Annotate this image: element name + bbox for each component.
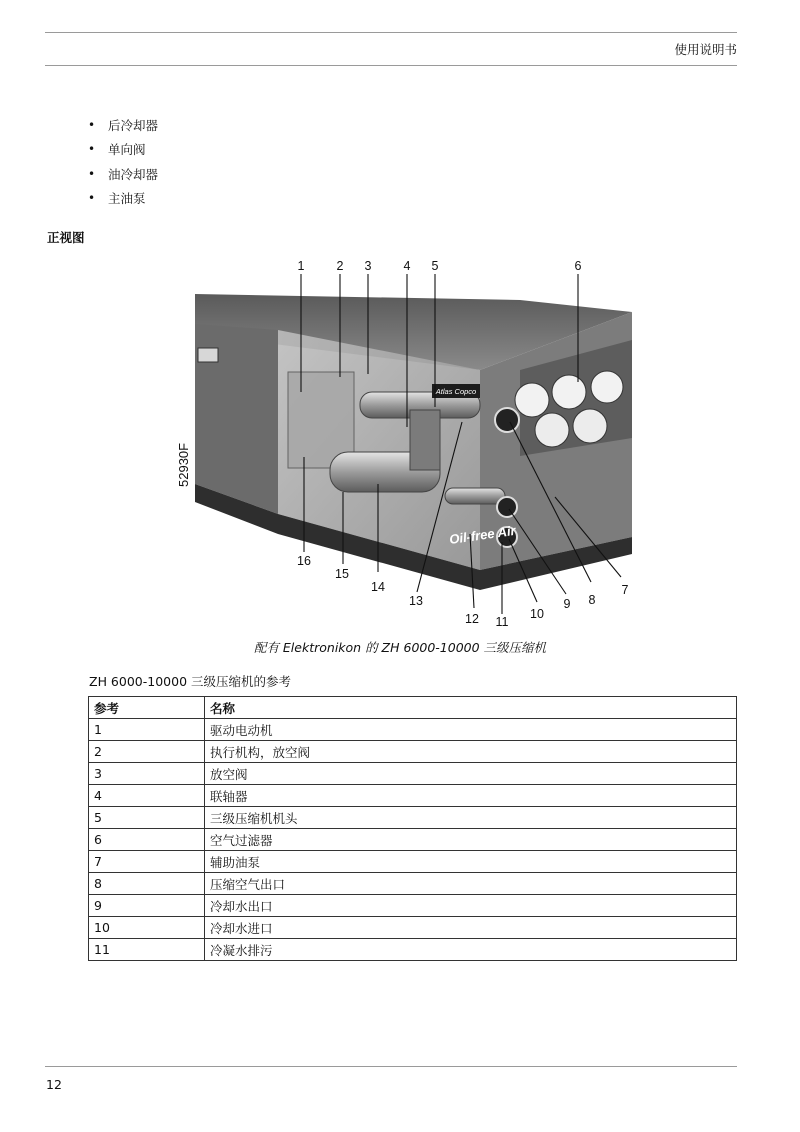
name-cell: 联轴器: [205, 785, 737, 807]
ref-cell: 5: [89, 807, 205, 829]
compressor-figure: [170, 252, 650, 632]
ref-cell: 3: [89, 763, 205, 785]
table-title: ZH 6000-10000 三级压缩机的参考: [89, 674, 291, 689]
callout-4: 4: [403, 259, 411, 273]
name-cell: 执行机构，放空阀: [205, 741, 737, 763]
callout-16: 16: [297, 554, 311, 568]
list-item: • 单向阀: [88, 142, 146, 158]
table-row: [89, 939, 737, 961]
name-cell: 压缩空气出口: [205, 873, 737, 895]
table-row: [89, 719, 737, 741]
header-title: 使用说明书: [674, 42, 737, 57]
bullet-text: 单向阀: [108, 142, 146, 158]
ref-cell: 4: [89, 785, 205, 807]
callout-3: 3: [364, 259, 372, 273]
callout-10: 10: [530, 607, 544, 621]
brand-logo-text: Atlas Copco: [435, 387, 477, 396]
list-item: • 油冷却器: [88, 166, 159, 182]
callout-1: 1: [297, 259, 305, 273]
column-header-ref: 参考: [89, 697, 205, 719]
page-number: 12: [46, 1077, 62, 1092]
oil-free-text: Oil-free Air: [448, 522, 517, 547]
bullet-text: 后冷却器: [108, 118, 159, 134]
callout-9: 9: [563, 597, 571, 611]
table-row: [89, 807, 737, 829]
ref-cell: 6: [89, 829, 205, 851]
header-top-rule: [45, 32, 737, 33]
name-cell: 冷却水出口: [205, 895, 737, 917]
callout-8: 8: [588, 593, 596, 607]
list-item: • 后冷却器: [88, 118, 159, 134]
table-row: [89, 851, 737, 873]
ref-cell: 1: [89, 719, 205, 741]
name-cell: 辅助油泵: [205, 851, 737, 873]
bullet-text: 主油泵: [108, 191, 146, 207]
table-header-row: [89, 697, 737, 719]
table-row: [89, 829, 737, 851]
name-cell: 空气过滤器: [205, 829, 737, 851]
callout-7: 7: [621, 583, 629, 597]
bullet-list: [88, 113, 158, 210]
table-row: [89, 763, 737, 785]
header-bottom-rule: [45, 65, 737, 66]
table-row: [89, 895, 737, 917]
footer-rule: [45, 1066, 737, 1067]
name-cell: 冷却水进口: [205, 917, 737, 939]
drawing-code: 52930F: [176, 442, 191, 487]
reference-table: [88, 696, 737, 961]
figure-caption: 配有 Elektronikon 的 ZH 6000-10000 三级压缩机: [253, 640, 547, 655]
callout-2: 2: [336, 259, 344, 273]
name-cell: 冷凝水排污: [205, 939, 737, 961]
table-row: [89, 741, 737, 763]
section-title: 正视图: [47, 230, 85, 245]
column-header-name: 名称: [205, 697, 737, 719]
ref-cell: 10: [89, 917, 205, 939]
callout-14: 14: [371, 580, 385, 594]
callout-15: 15: [335, 567, 349, 581]
table-row: [89, 785, 737, 807]
list-item: • 主油泵: [88, 191, 146, 207]
table-row: [89, 873, 737, 895]
ref-cell: 2: [89, 741, 205, 763]
callout-13: 13: [409, 594, 423, 608]
name-cell: 放空阀: [205, 763, 737, 785]
callout-5: 5: [431, 259, 439, 273]
table-row: [89, 917, 737, 939]
ref-cell: 9: [89, 895, 205, 917]
callout-11: 11: [495, 615, 509, 629]
ref-cell: 11: [89, 939, 205, 961]
callout-12: 12: [465, 612, 479, 626]
compressor-illustration: [170, 252, 650, 632]
ref-cell: 7: [89, 851, 205, 873]
bullet-text: 油冷却器: [108, 166, 159, 182]
name-cell: 驱动电动机: [205, 719, 737, 741]
ref-cell: 8: [89, 873, 205, 895]
callout-6: 6: [574, 259, 582, 273]
name-cell: 三级压缩机机头: [205, 807, 737, 829]
